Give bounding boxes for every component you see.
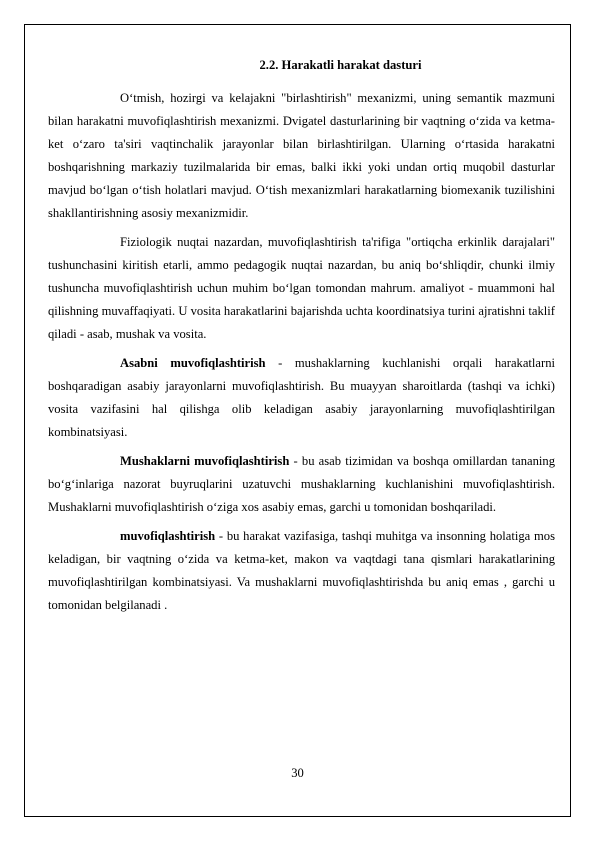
section-title: 2.2. Harakatli harakat dasturi <box>259 58 422 72</box>
paragraph-4-term: Mushaklarni muvofiqlashtirish <box>120 454 290 468</box>
paragraph-3 <box>48 352 555 444</box>
paragraph-2 <box>48 231 555 346</box>
paragraph-3-term: Asabni muvofiqlashtirish <box>120 356 266 370</box>
paragraph-5-term: muvofiqlashtirish <box>120 529 216 543</box>
paragraph-4 <box>48 450 555 519</box>
paragraph-5-text: - bu harakat vazifasiga, tashqi muhitga va insonning holatiga mos keladigan, bir vaqtning o‘zida va ketma-ket, makon va vaqtdagi tana qismlari harakatlarining muvofiqlashtirilgan kombinatsiyasi. Va mushaklarni muvofiqlashtirishda bu aniq emas , garchi u tomonidan belgilanadi . <box>48 529 555 612</box>
paragraph-3-text: - mushaklarning kuchlanishi orqali harakatlarni boshqaradigan asabiy jarayonlarni muvofiqlashtirish. Bu muayyan sharoitlarda (tashqi va ichki) vosita vazifasini hal qilishga olib keladigan asabiy jarayonlarning muvofiqlashtirilgan kombinatsiyasi. <box>48 356 555 439</box>
page-number: 30 <box>291 766 304 780</box>
paragraph-5 <box>48 525 555 617</box>
document-body <box>48 54 555 623</box>
paragraph-4-text: - bu asab tizimidan va boshqa omillardan tananing bo‘g‘inlariga nazorat buyruqlarini uzatuvchi mushaklarning kuchlanishini muvofiqlashtirish. Mushaklarni muvofiqlashtirish o‘ziga xos asabiy emas, garchi u tomonidan boshqariladi. <box>48 454 555 514</box>
paragraph-2-text: Fiziologik nuqtai nazardan, muvofiqlashtirish ta'rifiga "ortiqcha erkinlik darajalari" tushunchasini kiritish etarli, ammo pedagogik nuqtai nazardan, bu aniq bo‘shliqdir, chunki ilmiy tushuncha muvofiqlashtirish uchun muhim bo‘lgan tomondan mahrum. amaliyot - muammoni hal qilishning muvaffaqiyati. U vosita harakatlarini bajarishda uchta koordinatsiya turini ajratishni taklif qiladi - asab, mushak va vosita. <box>48 235 555 341</box>
paragraph-1 <box>48 87 555 225</box>
paragraph-1-text: O‘tmish, hozirgi va kelajakni "birlashtirish" mexanizmi, uning semantik mazmuni bilan harakatni muvofiqlashtirish mexanizmi. Dvigatel dasturlarining bir vaqtning o‘zida va ketma-ket o‘zaro ta'siri vaqtinchalik jarayonlar bilan birlashtirilgan. Ularning o‘rtasida harakatni boshqarishning markaziy tuzilmalarida bir emas, balki ikki yoki undan ortiq muqobil dasturlar mavjud bo‘lgan o‘tish holatlari mavjud. O‘tish mexanizmlari harakatlarning biomexanik tuzilishini shakllantirishning asosiy mexanizmidir. <box>48 91 555 220</box>
